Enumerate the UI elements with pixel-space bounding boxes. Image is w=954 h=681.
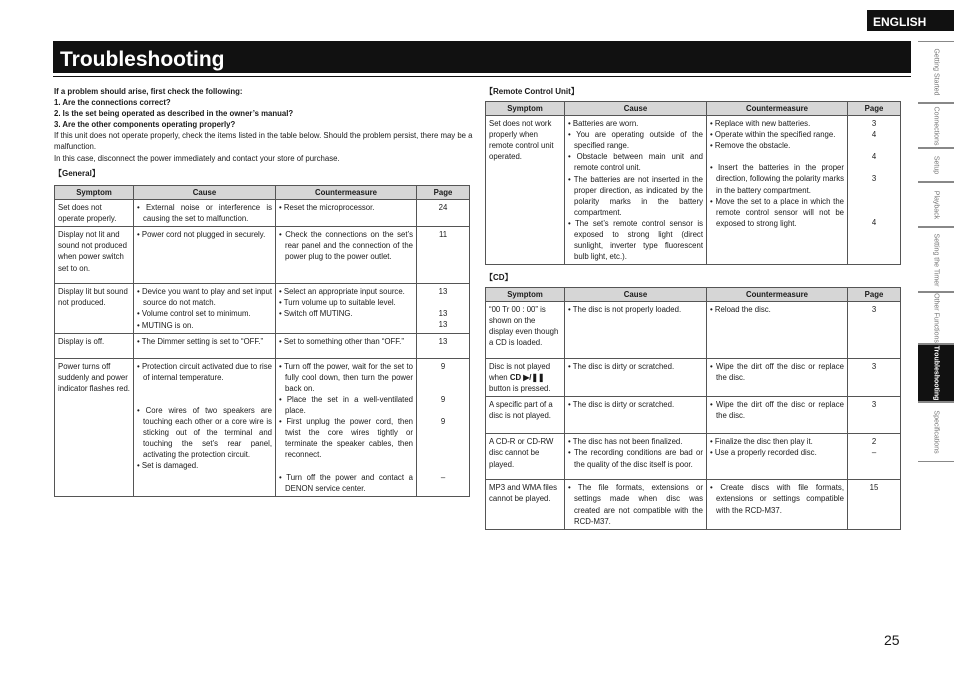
intro-paragraph: If this unit does not operate properly, check the items listed in the table below. Should the problem persist, there may be a malfunction. bbox=[54, 131, 473, 152]
side-tab-label: Setup bbox=[932, 155, 940, 175]
page-ref: 3 bbox=[871, 174, 877, 184]
countermeasure-item: • Reset the microprocessor. bbox=[279, 203, 375, 213]
countermeasure-item: • Turn off the power, wait for the set to fully cool down, then turn the power back on. bbox=[279, 361, 413, 393]
cause-item: • Power cord not plugged in securely. bbox=[137, 230, 266, 240]
side-tab-label: Other Functions bbox=[932, 293, 940, 343]
countermeasure-cell bbox=[707, 116, 848, 265]
side-tab-connections[interactable] bbox=[918, 103, 954, 148]
side-tab-other-functions[interactable] bbox=[918, 292, 954, 344]
side-tab-setting-the-timer[interactable] bbox=[918, 227, 954, 292]
page-cell: 3 bbox=[848, 302, 901, 359]
symptom-cell: Set does not work properly when remote control unit operated. bbox=[486, 116, 565, 265]
countermeasure-item: • Wipe the dirt off the disc or replace the disc. bbox=[710, 400, 844, 421]
page-cell: 15 bbox=[848, 480, 901, 529]
symptom-cell: MP3 and WMA files cannot be played. bbox=[486, 480, 565, 529]
intro-paragraph: In this case, disconnect the power immediately and contact your store of purchase. bbox=[54, 153, 340, 163]
countermeasure-cell bbox=[707, 302, 848, 359]
page-ref: 4 bbox=[871, 130, 877, 140]
language-label: ENGLISH bbox=[867, 10, 954, 31]
countermeasure-item: • Use a properly recorded disc. bbox=[710, 448, 817, 458]
side-tab-getting-started[interactable] bbox=[918, 41, 954, 103]
page-cell bbox=[848, 116, 901, 265]
cause-item: • The disc is not properly loaded. bbox=[568, 305, 682, 315]
cause-cell bbox=[134, 227, 276, 284]
table-row bbox=[55, 333, 470, 358]
table-row bbox=[55, 284, 470, 333]
col-header-symptom: Symptom bbox=[486, 288, 565, 302]
col-header-cause: Cause bbox=[565, 102, 707, 116]
countermeasure-item: • Switch off MUTING. bbox=[279, 309, 353, 319]
cause-item: • Batteries are worn. bbox=[568, 119, 639, 129]
cause-item: • The disc is dirty or scratched. bbox=[568, 400, 675, 410]
side-tab-label: Connections bbox=[932, 106, 940, 145]
cause-cell bbox=[134, 333, 276, 358]
countermeasure-cell bbox=[276, 227, 417, 284]
table-row bbox=[55, 200, 470, 227]
table-row bbox=[486, 480, 901, 529]
countermeasure-item: • Replace with new batteries. bbox=[710, 119, 811, 129]
countermeasure-item: • Select an appropriate input source. bbox=[279, 287, 405, 297]
cause-item: • The Dimmer setting is set to “OFF.” bbox=[137, 336, 264, 346]
page-cell: 3 bbox=[848, 397, 901, 434]
table-row bbox=[486, 359, 901, 397]
countermeasure-item: • Remove the obstacle. bbox=[710, 141, 791, 151]
cause-cell bbox=[565, 302, 707, 359]
intro-line: 2. Is the set being operated as described in the owner’s manual? bbox=[54, 109, 294, 119]
cause-cell bbox=[565, 434, 707, 480]
col-header-page: Page bbox=[417, 186, 470, 200]
page-number: 25 bbox=[884, 632, 900, 648]
countermeasure-item: • Turn off the power and contact a DENON service center. bbox=[279, 472, 413, 493]
side-tab-label: Getting Started bbox=[932, 48, 940, 96]
side-tab-label: Playback bbox=[932, 190, 940, 219]
countermeasure-item: • Wipe the dirt off the disc or replace the disc. bbox=[710, 362, 844, 383]
col-header-countermeasure: Countermeasure bbox=[707, 102, 848, 116]
cause-cell bbox=[565, 359, 707, 397]
countermeasure-item: • Place the set in a well-ventilated place. bbox=[279, 394, 413, 416]
col-header-cause: Cause bbox=[565, 288, 707, 302]
page-ref: 9 bbox=[440, 394, 446, 404]
col-header-countermeasure: Countermeasure bbox=[707, 288, 848, 302]
cause-cell bbox=[565, 116, 707, 265]
page-cell: 24 bbox=[417, 200, 470, 227]
table-row bbox=[55, 227, 470, 284]
cause-cell bbox=[565, 480, 707, 529]
countermeasure-item: • Move the set to a place in which the remote control sensor will not be exposed to strong light. bbox=[710, 196, 844, 228]
intro-block bbox=[54, 86, 474, 164]
page-cell: 13 bbox=[417, 333, 470, 358]
countermeasure-item: • Turn volume up to suitable level. bbox=[279, 298, 396, 308]
cause-cell bbox=[134, 358, 276, 496]
countermeasure-item: • Insert the batteries in the proper direction, following the polarity marks in the battery compartment. bbox=[710, 163, 844, 195]
page-cell bbox=[417, 284, 470, 333]
countermeasure-item: • Reload the disc. bbox=[710, 305, 771, 315]
page-cell: 11 bbox=[417, 227, 470, 284]
countermeasure-item: • Check the connections on the set’s rear panel and the connection of the power plug to the power outlet. bbox=[279, 230, 413, 262]
cause-item: • You are operating outside of the specified range. bbox=[568, 130, 703, 151]
page-cell bbox=[417, 358, 470, 496]
countermeasure-cell bbox=[276, 200, 417, 227]
page-ref: – bbox=[440, 472, 446, 482]
section-heading-general: 【General】 bbox=[54, 169, 100, 178]
cause-item: • The set’s remote control sensor is exposed to strong light (direct sunlight, inverter type fluorescent bulb light, etc.). bbox=[568, 218, 703, 262]
symptom-text: button is pressed. bbox=[489, 384, 551, 394]
symptom-cell: Display lit but sound not produced. bbox=[55, 284, 134, 333]
page-ref: 9 bbox=[440, 416, 446, 426]
cause-item: • Device you want to play and set input source do not match. bbox=[137, 287, 272, 308]
section-heading-cd: 【CD】 bbox=[485, 273, 513, 282]
page-ref: 13 bbox=[438, 287, 448, 297]
col-header-countermeasure: Countermeasure bbox=[276, 186, 417, 200]
cause-item: • Protection circuit activated due to rise of internal temperature. bbox=[137, 361, 272, 382]
table-row bbox=[486, 434, 901, 480]
symptom-cell: Display is off. bbox=[55, 333, 134, 358]
page-ref: 3 bbox=[871, 119, 877, 129]
countermeasure-cell bbox=[707, 359, 848, 397]
side-tab-setup[interactable] bbox=[918, 148, 954, 182]
title-underline bbox=[53, 76, 911, 77]
page-cell: 3 bbox=[848, 359, 901, 397]
countermeasure-cell bbox=[707, 434, 848, 480]
intro-line: 1. Are the connections correct? bbox=[54, 98, 171, 108]
cause-item: • MUTING is on. bbox=[137, 320, 194, 330]
page-cell bbox=[848, 434, 901, 480]
table-row bbox=[486, 302, 901, 359]
cause-item: • The recording conditions are bad or the quality of the disc itself is poor. bbox=[568, 448, 703, 469]
col-header-symptom: Symptom bbox=[486, 102, 565, 116]
intro-line: 3. Are the other components operating properly? bbox=[54, 120, 236, 130]
cause-item: • The disc is dirty or scratched. bbox=[568, 362, 675, 372]
symptom-cell bbox=[486, 359, 565, 397]
page-ref: 4 bbox=[871, 218, 877, 228]
page-ref: 2 bbox=[871, 437, 877, 447]
section-heading-remote: 【Remote Control Unit】 bbox=[485, 87, 579, 96]
page-ref: 13 bbox=[438, 309, 448, 319]
col-header-symptom: Symptom bbox=[55, 186, 134, 200]
page-ref: 9 bbox=[440, 361, 446, 371]
symptom-cell: “00 Tr 00 : 00” is shown on the display even though a CD is loaded. bbox=[486, 302, 565, 359]
cause-item: • The disc has not been finalized. bbox=[568, 437, 683, 447]
cause-item: • The file formats, extensions or settings made when disc was created are not compatible with the RCD-M37. bbox=[568, 483, 703, 526]
side-tab-troubleshooting[interactable] bbox=[918, 344, 954, 402]
table-row bbox=[486, 116, 901, 265]
col-header-page: Page bbox=[848, 102, 901, 116]
symptom-cell: Set does not operate properly. bbox=[55, 200, 134, 227]
side-tab-label: Troubleshooting bbox=[932, 345, 940, 401]
table-row bbox=[486, 397, 901, 434]
countermeasure-cell bbox=[276, 358, 417, 496]
side-tab-label: Setting the Timer bbox=[932, 233, 940, 286]
cause-item: • Core wires of two speakers are touching each other or a core wire is sticking out of the terminal and touching the set’s rear panel, activating the protection circuit. bbox=[137, 405, 272, 460]
cause-item: • Volume control set to minimum. bbox=[137, 309, 251, 319]
cause-item: • External noise or interference is causing the set to malfunction. bbox=[137, 203, 272, 224]
cause-cell bbox=[565, 397, 707, 434]
symptom-cell: Power turns off suddenly and power indicator flashes red. bbox=[55, 358, 134, 496]
page-ref: 4 bbox=[871, 152, 877, 162]
intro-line: If a problem should arise, first check the following: bbox=[54, 87, 243, 96]
page-ref: – bbox=[871, 448, 877, 458]
table-row bbox=[55, 358, 470, 496]
cd-play-pause-key: CD ▶/❚❚ bbox=[509, 373, 545, 383]
countermeasure-item: • First unplug the power cord, then twist the core wires tightly or terminate the speaker cables, then reconnect. bbox=[279, 417, 413, 460]
side-tab-specifications[interactable] bbox=[918, 402, 954, 462]
col-header-page: Page bbox=[848, 288, 901, 302]
side-tab-nav bbox=[918, 41, 954, 462]
cd-table bbox=[485, 287, 901, 530]
remote-table bbox=[485, 101, 901, 265]
page-ref: 13 bbox=[438, 320, 448, 330]
symptom-cell: A specific part of a disc is not played. bbox=[486, 397, 565, 434]
cause-item: • The batteries are not inserted in the proper direction, as indicated by the polarity marks in the battery compartment. bbox=[568, 174, 703, 217]
col-header-cause: Cause bbox=[134, 186, 276, 200]
countermeasure-cell bbox=[276, 333, 417, 358]
side-tab-label: Specifications bbox=[932, 410, 940, 454]
page-title: Troubleshooting bbox=[53, 41, 911, 73]
symptom-cell: A CD-R or CD-RW disc cannot be played. bbox=[486, 434, 565, 480]
side-tab-playback[interactable] bbox=[918, 182, 954, 227]
countermeasure-cell bbox=[707, 397, 848, 434]
cause-cell bbox=[134, 200, 276, 227]
cause-cell bbox=[134, 284, 276, 333]
cause-item: • Set is damaged. bbox=[137, 461, 199, 471]
cause-item: • Obstacle between main unit and remote control unit. bbox=[568, 152, 703, 173]
general-table bbox=[54, 185, 470, 497]
countermeasure-cell bbox=[276, 284, 417, 333]
countermeasure-item: • Operate within the specified range. bbox=[710, 130, 836, 140]
symptom-cell: Display not lit and sound not produced when power switch set to on. bbox=[55, 227, 134, 284]
countermeasure-item: • Set to something other than “OFF.” bbox=[279, 336, 404, 346]
symptom-text: Disc is not played when bbox=[489, 362, 551, 383]
countermeasure-item: • Create discs with file formats, extensions or settings compatible with the RCD-M37. bbox=[710, 483, 844, 515]
countermeasure-cell bbox=[707, 480, 848, 529]
countermeasure-item: • Finalize the disc then play it. bbox=[710, 437, 813, 447]
